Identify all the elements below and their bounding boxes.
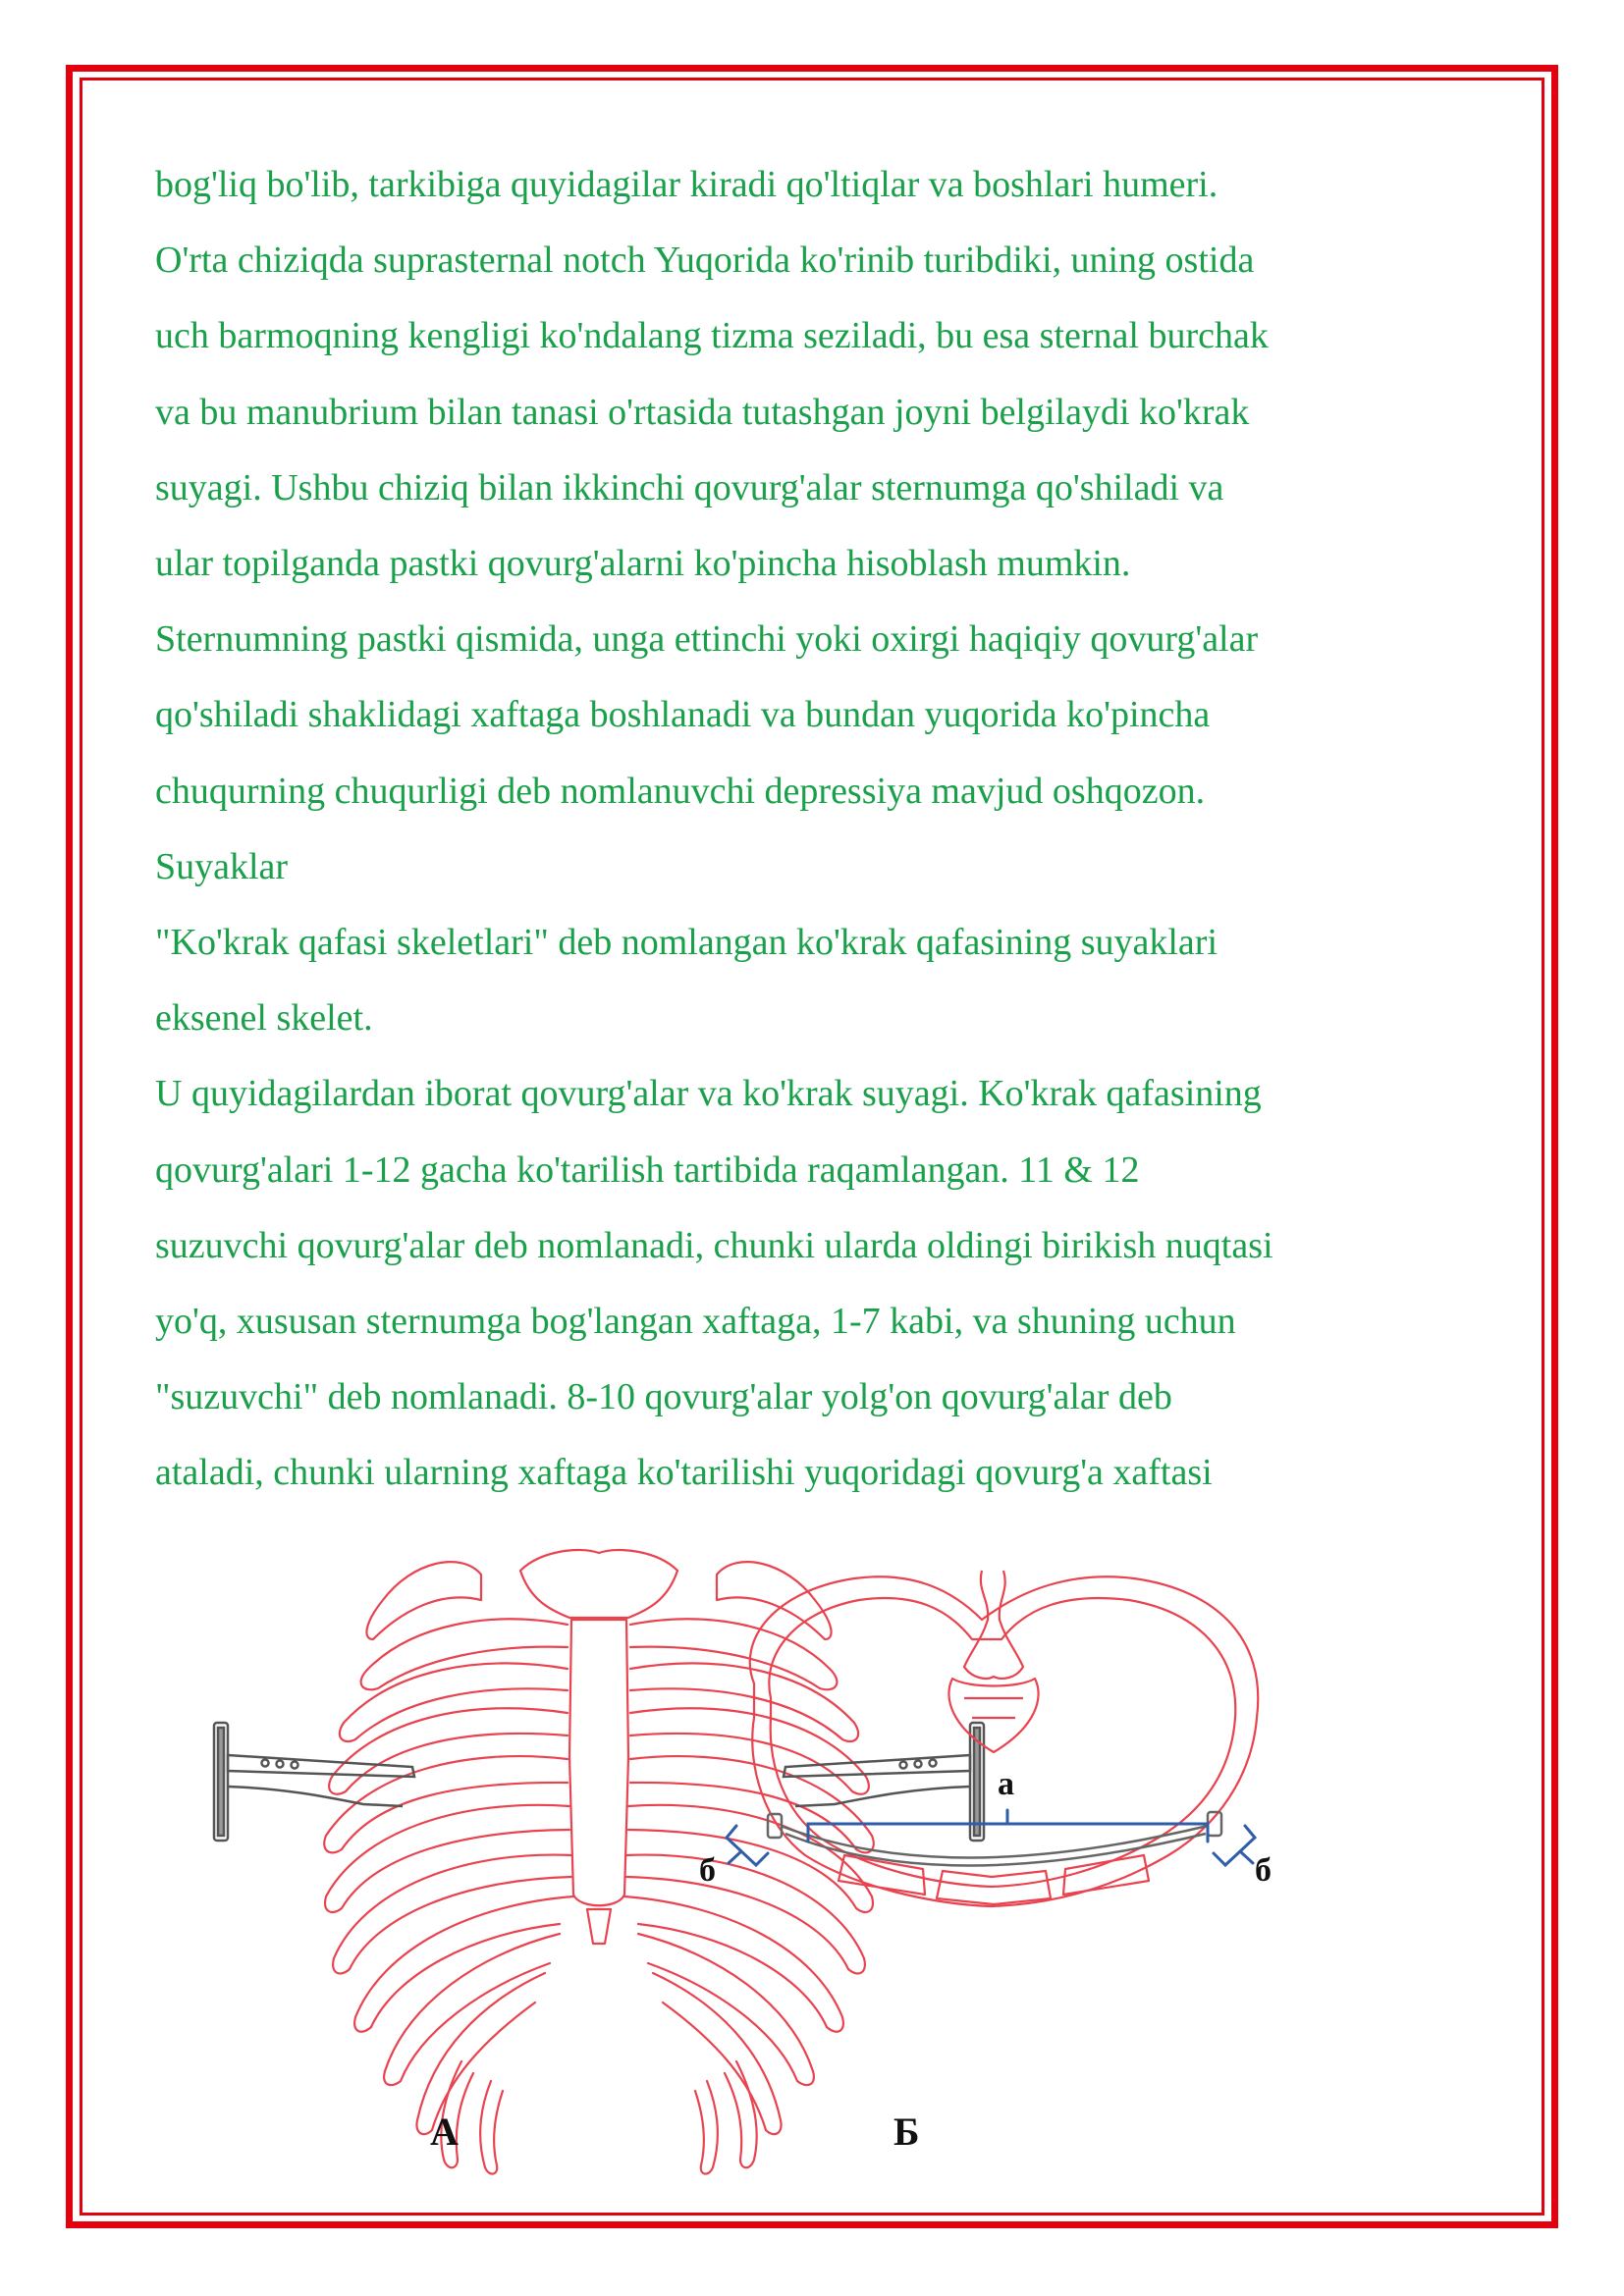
text-line: "Ko'krak qafasi skeletlari" deb nomlangan ko'krak qafasining suyaklari [155,922,1218,964]
text-line: chuqurning chuqurligi deb nomlanuvchi depressiya mavjud oshqozon. [155,770,1206,812]
text-line: qo'shiladi shaklidagi xaftaga boshlanadi va bundan yuqorida ko'pincha [155,694,1211,736]
section-heading: Suyaklar [155,845,289,887]
text-line: ular topilganda pastki qovurg'alarni ko'pincha hisoblash mumkin. [155,543,1131,585]
text-line: suzuvchi qovurg'alar deb nomlanadi, chunki ularda oldingi birikish nuqtasi [155,1224,1273,1266]
text-line: suyagi. Ushbu chiziq bilan ikkinchi qovurg'alar sternumga qo'shiladi va [155,466,1224,508]
panel-a-rib-cage [324,1550,874,2174]
text-line: va bu manubrium bilan tanasi o'rtasida tutashgan joyni belgilaydi ko'krak [155,391,1250,433]
panel-b-implant-bar [768,1812,1221,1865]
text-line: "suzuvchi" deb nomlanadi. 8-10 qovurg'alar yolg'on qovurg'alar deb [155,1376,1172,1418]
panel-a-label: А [430,2109,459,2154]
bracket-b-left-label: б [699,1852,716,1889]
body-text [155,147,1490,1512]
text-line: uch barmoqning kengligi ko'ndalang tizma seziladi, bu esa sternal burchak [155,315,1269,357]
text-line: Sternumning pastki qismida, unga ettinchi yoki oxirgi haqiqiy qovurg'alar [155,618,1259,661]
text-line: yo'q, xususan sternumga bog'langan xaftaga, 1-7 kabi, va shuning uchun [155,1301,1236,1343]
text-line: bog'liq bo'lib, tarkibiga quyidagilar kiradi qo'ltiqlar va boshlari humeri. [155,164,1218,205]
bracket-a-label: а [998,1766,1014,1802]
text-line: U quyidagilardan iborat qovurg'alar va ko'krak suyagi. Ko'krak qafasining [155,1073,1262,1115]
text-line: ataladi, chunki ularning xaftaga ko'tarilishi yuqoridagi qovurg'a xaftasi [155,1452,1213,1494]
text-line: O'rta chiziqda suprasternal notch Yuqorida ko'rinib turibdiki, uning ostida [155,240,1255,282]
bracket-b-right-label: б [1255,1852,1272,1889]
panel-b-label: Б [893,2109,920,2154]
text-line: qovurg'alari 1-12 gacha ko'tarilish tartibida raqamlangan. 11 & 12 [155,1148,1140,1191]
text-line: eksenel skelet. [155,997,373,1040]
rib-cage-figure [167,1531,1483,2209]
